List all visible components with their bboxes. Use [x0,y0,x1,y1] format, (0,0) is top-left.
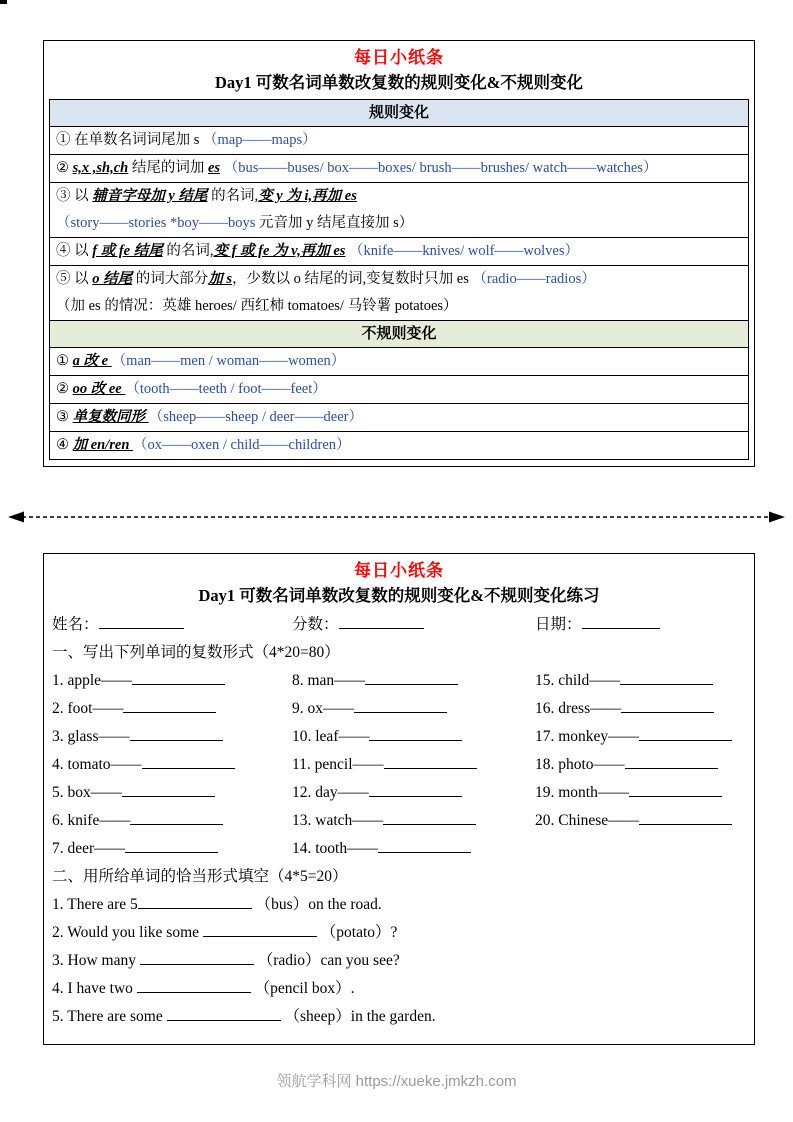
rule-text: ，少数以 o 结尾的词,变复数时只加 es [232,271,473,287]
word-label: 12. day—— [292,784,369,801]
score-field [292,611,535,639]
rules-card [43,40,755,467]
word-item [535,695,746,723]
answer-blank [203,922,317,938]
word-item [292,723,535,751]
rule-emphasis: oo 改 ee [72,381,126,397]
sentence-list [52,891,746,1031]
sentence-post: （bus）on the road. [251,896,382,913]
word-item [52,723,292,751]
answer-blank [620,670,713,686]
sentence-post: （potato）? [316,924,398,941]
part2-heading: 二、用所给单词的恰当形式填空（4*5=20） [52,868,348,885]
answer-blank [142,754,235,770]
rule-example: （bus——buses/ box——boxes/ brush——brushes/ watch——watches） [220,160,658,176]
answer-blank [365,670,458,686]
rule-emphasis: 变 y 为 i,再加 es [258,188,357,204]
word-label: 8. man—— [292,672,366,689]
rule-row-4 [50,237,748,265]
rule-line [56,266,742,293]
word-list [52,667,746,863]
rule-emphasis: es [207,160,221,176]
rule-example: （sheep——sheep / deer——deer） [148,409,363,425]
irregular-row-3 [50,403,748,431]
rules-card-subtitle: Day1 可数名词单数改复数的规则变化&不规则变化 [214,73,584,92]
rule-emphasis: o 结尾 [92,271,133,287]
name-label: 姓名： [52,616,99,633]
score-blank [339,614,424,630]
rule-emphasis: 单复数同形 [72,409,149,425]
rule-example: （story——stories *boy——boys [56,215,256,231]
scissors-cut-line [0,508,793,526]
word-item [292,779,535,807]
answer-blank [137,978,251,994]
rule-row-3 [50,182,748,237]
rule-example: （map——maps） [203,132,317,148]
word-label: 13. watch—— [292,812,384,829]
word-label: 4. tomato—— [52,756,142,773]
sentence-pre: 1. There are 5 [52,896,138,913]
rule-line [56,293,742,320]
rule-emphasis: s,x ,sh,ch [72,160,129,176]
rule-text: 元音加 y 结尾直接加 s） [255,215,414,231]
rule-text: 的词大部分 [132,271,209,287]
word-item [292,667,535,695]
word-item [52,835,292,863]
rule-emphasis: 加 en/ren [72,437,134,453]
word-item [535,667,746,695]
word-label: 5. box—— [52,784,122,801]
rules-table [49,99,749,460]
student-info-row [52,611,746,639]
word-column-3 [535,667,746,863]
sentence-pre: 4. I have two [52,980,137,997]
word-item [52,667,292,695]
rule-row-5 [50,265,748,320]
site-footer: 领航学科网 https://xueke.jmkzh.com [276,1073,517,1090]
rule-example: （knife——knives/ wolf——wolves） [345,243,580,259]
rule-emphasis: 辅音字母加 y 结尾 [92,188,208,204]
word-label: 11. pencil—— [292,756,384,773]
rule-text: （加 es 的情况：英雄 heroes/ 西红柿 tomatoes/ 马铃薯 potatoes） [56,298,458,314]
rule-text: ① [56,353,73,369]
answer-blank [132,670,225,686]
rule-text: ③ [56,409,73,425]
word-label: 19. month—— [535,784,629,801]
rule-example: （radio——radios） [472,271,596,287]
score-label: 分数： [292,616,339,633]
date-label: 日期： [535,616,582,633]
word-label: 16. dress—— [535,700,622,717]
answer-blank [123,698,216,714]
answer-blank [125,838,218,854]
sentence-item [52,891,746,919]
answer-blank [369,726,462,742]
word-label: 6. knife—— [52,812,131,829]
answer-blank [621,698,714,714]
rule-text: ④ 以 [56,243,93,259]
rule-emphasis: 加 s [208,271,233,287]
sentence-item [52,919,746,947]
sentence-item [52,975,746,1003]
answer-blank [629,782,722,798]
word-label: 3. glass—— [52,728,130,745]
answer-blank [167,1006,281,1022]
word-label: 10. leaf—— [292,728,370,745]
answer-blank [384,754,477,770]
rule-example: （man——men / woman——women） [111,353,346,369]
word-column-1 [52,667,292,863]
rule-emphasis: 变 f 或 fe 为 v,再加 es [213,243,346,259]
irregular-rules-header: 不规则变化 [50,320,748,347]
word-column-2 [292,667,535,863]
rule-text: ② [56,381,73,397]
rule-text: ③ 以 [56,188,93,204]
answer-blank [130,810,223,826]
rule-text: 结尾的词加 [128,160,208,176]
answer-blank [639,726,732,742]
date-field [535,611,746,639]
word-item [52,751,292,779]
irregular-row-2 [50,375,748,403]
word-label: 14. tooth—— [292,840,379,857]
word-label: 1. apple—— [52,672,133,689]
word-item [535,807,746,835]
word-item [292,695,535,723]
practice-card [43,553,755,1045]
rule-line [56,183,742,210]
answer-blank [130,726,223,742]
rule-text: ⑤ 以 [56,271,93,287]
rule-row-2 [50,154,748,182]
rule-text: 的名词, [162,243,214,259]
sentence-post: （radio）can you see? [253,952,400,969]
rule-text: ② [56,160,73,176]
sentence-post: （pencil box）. [250,980,355,997]
sentence-pre: 5. There are some [52,1008,167,1025]
irregular-row-4 [50,431,748,459]
part1-heading: 一、写出下列单词的复数形式（4*20=80） [52,644,340,661]
word-label: 15. child—— [535,672,621,689]
sentence-post: （sheep）in the garden. [280,1008,436,1025]
rule-line [56,210,742,237]
rule-text: ④ [56,437,73,453]
word-label: 20. Chinese—— [535,812,640,829]
corner-mark [0,0,7,4]
word-label: 17. monkey—— [535,728,640,745]
practice-card-title: 每日小纸条 [354,561,444,580]
word-label: 18. photo—— [535,756,625,773]
rule-row-1 [50,126,748,154]
word-label: 2. foot—— [52,700,124,717]
rule-emphasis: a 改 e [72,353,112,369]
word-label: 7. deer—— [52,840,126,857]
answer-blank [639,810,732,826]
name-field [52,611,292,639]
word-item [292,807,535,835]
name-blank [99,614,184,630]
answer-blank [140,950,254,966]
rule-example: （ox——oxen / child——children） [133,437,351,453]
sentence-item [52,947,746,975]
sentence-pre: 2. Would you like some [52,924,203,941]
answer-blank [122,782,215,798]
word-item [52,779,292,807]
sentence-item [52,1003,746,1031]
rule-example: （tooth——teeth / foot——feet） [125,381,327,397]
word-item [292,835,535,863]
word-item [52,807,292,835]
answer-blank [138,894,252,910]
right-arrow-icon [769,512,785,523]
sentence-pre: 3. How many [52,952,140,969]
rule-text: ① 在单数名词词尾加 s [56,132,204,148]
answer-blank [369,782,462,798]
word-item [535,751,746,779]
answer-blank [378,838,471,854]
rule-emphasis: f 或 fe 结尾 [92,243,163,259]
regular-rules-header: 规则变化 [50,100,748,126]
irregular-row-1 [50,347,748,375]
rules-card-title: 每日小纸条 [354,48,444,67]
answer-blank [625,754,718,770]
word-label: 9. ox—— [292,700,354,717]
word-item [535,779,746,807]
word-item [535,723,746,751]
answer-blank [383,810,476,826]
word-item [52,695,292,723]
date-blank [582,614,660,630]
practice-card-subtitle: Day1 可数名词单数改复数的规则变化&不规则变化练习 [198,586,600,605]
left-arrow-icon [8,512,24,523]
answer-blank [354,698,447,714]
word-item [292,751,535,779]
rule-text: 的名词, [207,188,259,204]
